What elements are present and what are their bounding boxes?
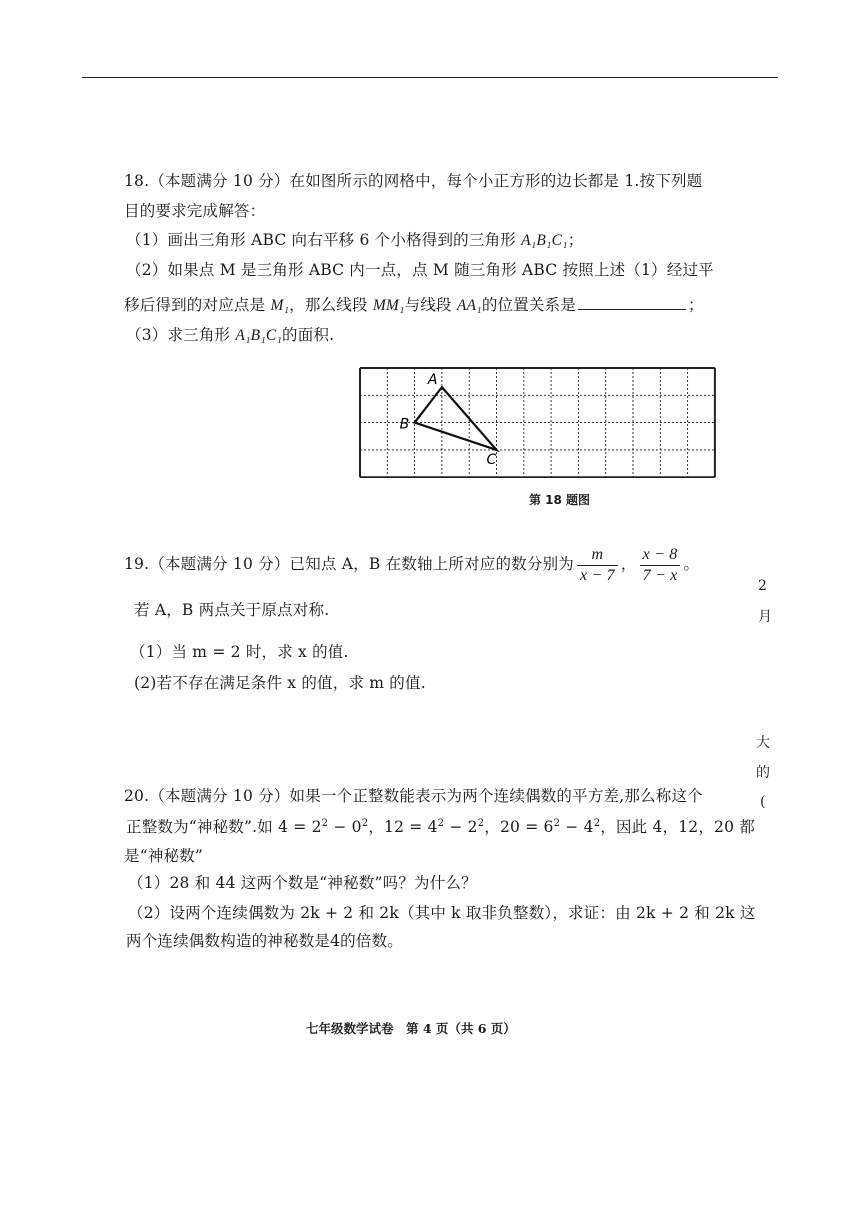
page-footer: 七年级数学试卷 第 4 页（共 6 页） xyxy=(306,1021,516,1036)
q18-math-aa1: AA₁ xyxy=(456,297,482,314)
margin-fragment: 的 xyxy=(756,765,770,781)
q18-part1 xyxy=(126,229,583,252)
q20-part2-line1: （2）设两个连续偶数为 2k + 2 和 2k（其中 k 取非负整数），求证：由 2k + 2 和 2k 这 xyxy=(128,904,756,922)
q18-math-m1: M₁ xyxy=(270,297,290,314)
q18-part2-text-d: 的位置关系是 xyxy=(481,296,577,314)
q19-intro-end: 。 xyxy=(683,555,700,573)
q18-intro-line2: 目的要求完成解答： xyxy=(124,202,266,220)
margin-fragment: ( xyxy=(760,794,766,810)
margin-fragment: 月 xyxy=(758,609,772,625)
sup: 2 xyxy=(321,817,329,829)
q20-text-f: − 4 xyxy=(560,818,594,836)
q20-text-e: ，20 = 6 xyxy=(484,818,554,836)
answer-blank[interactable] xyxy=(578,295,686,310)
frac1-numerator: m xyxy=(591,545,604,563)
q20-text-g: ，因此 4，12，20 都 xyxy=(600,818,756,836)
frac1-denominator: x − 7 xyxy=(579,566,615,584)
q19-separator: ， xyxy=(620,555,637,573)
frac2-denominator: 7 − x xyxy=(642,566,678,584)
figure-caption: 第 18 题图 xyxy=(529,493,591,507)
q20-line1: 20.（本题满分 10 分）如果一个正整数能表示为两个连续偶数的平方差,那么称这个 xyxy=(124,787,703,805)
sup: 2 xyxy=(361,817,369,829)
sup: 2 xyxy=(593,817,601,829)
margin-fragment: 2 xyxy=(758,578,767,594)
q18-math-mm1: MM₁ xyxy=(372,297,405,314)
q18-part2-line1: （2）如果点 M 是三角形 ABC 内一点，点 M 随三角形 ABC 按照上述（1）经过平 xyxy=(126,261,714,279)
q20-text-b: − 0 xyxy=(328,818,362,836)
q18-part1-end: ； xyxy=(567,231,584,249)
q18-part2-end: ； xyxy=(688,296,704,314)
fraction-m-over-x-minus-7 xyxy=(577,545,618,586)
q19-intro-text: 19.（本题满分 10 分）已知点 A，B 在数轴上所对应的数分别为 xyxy=(124,555,574,573)
q19-line2: 若 A，B 两点关于原点对称. xyxy=(134,601,330,619)
q18-intro-line1: 18.（本题满分 10 分）在如图所示的网格中，每个小正方形的边长都是 1.按下列题 xyxy=(124,172,703,190)
q18-part3-text-a: （3）求三角形 xyxy=(126,326,231,344)
fraction-x-minus-8-over-7-minus-x xyxy=(640,545,681,586)
q20-line3: 是“神秘数” xyxy=(124,847,204,865)
vertex-label-b: B xyxy=(399,416,410,433)
top-rule xyxy=(82,77,778,78)
q20-text-c: ，12 = 4 xyxy=(368,818,438,836)
sup: 2 xyxy=(437,817,445,829)
triangle-abc xyxy=(415,387,497,450)
q18-part3-text-b: 的面积. xyxy=(282,326,335,344)
vertex-label-a: A xyxy=(427,372,438,389)
q20-part2-line2: 两个连续偶数构造的神秘数是4的倍数。 xyxy=(126,932,403,950)
q18-part3-math: A₁B₁C₁ xyxy=(235,327,283,344)
q20-line2 xyxy=(126,816,755,838)
q18-grid-figure xyxy=(358,362,716,478)
q19-part2: (2)若不存在满足条件 x 的值，求 m 的值. xyxy=(134,674,426,692)
q20-part1: （1）28 和 44 这两个数是“神秘数”吗？为什么？ xyxy=(128,874,477,892)
q19-intro xyxy=(124,540,699,588)
q18-part1-text: （1）画出三角形 ABC 向右平移 6 个小格得到的三角形 xyxy=(126,231,516,249)
q20-text-a: 正整数为“神秘数”.如 4 = 2 xyxy=(126,818,322,836)
sup: 2 xyxy=(553,817,561,829)
q19-part1: （1）当 m = 2 时，求 x 的值. xyxy=(130,643,349,661)
margin-fragment: 大 xyxy=(756,735,770,751)
q18-part3 xyxy=(126,324,334,347)
q18-part2-text-b: ，那么线段 xyxy=(289,296,368,314)
vertex-label-c: C xyxy=(486,451,497,468)
q18-part2-text-c: 与线段 xyxy=(404,296,452,314)
frac2-numerator: x − 8 xyxy=(642,545,678,563)
q20-text-d: − 2 xyxy=(444,818,478,836)
q18-part1-math: A₁B₁C₁ xyxy=(521,232,568,249)
q18-part2-line2 xyxy=(124,294,704,317)
sup: 2 xyxy=(477,817,485,829)
q18-part2-text-a: 移后得到的对应点是 xyxy=(124,296,266,314)
